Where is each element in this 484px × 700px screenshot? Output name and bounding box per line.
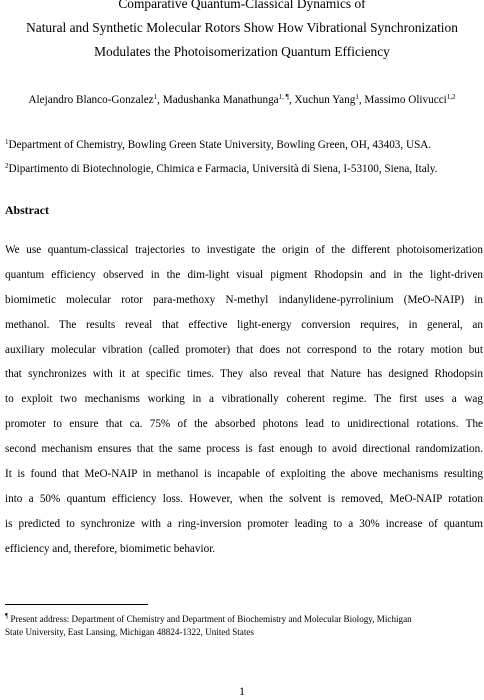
affiliation-number: 2 bbox=[5, 162, 9, 170]
abstract-line: auxiliary molecular vibration (called promoter) that does not correspond to the rotary motion but bbox=[5, 343, 483, 356]
affiliation-1 bbox=[5, 138, 431, 152]
footnote-separator bbox=[5, 604, 148, 605]
footnote-line bbox=[5, 613, 481, 626]
author-name: Alejandro Blanco-Gonzalez bbox=[28, 94, 154, 106]
title-line-1: Comparative Quantum-Classical Dynamics of bbox=[118, 0, 366, 11]
abstract-line: methanol. The results reveal that effective light-energy conversion requires, in general, an bbox=[5, 318, 483, 331]
title-line-3: Modulates the Photoisomerization Quantum Efficiency bbox=[94, 44, 390, 59]
footnote-line: State University, East Lansing, Michigan 48824-1322, United States bbox=[5, 626, 254, 637]
abstract-line: to exploit two mechanisms working in a vibrationally coherent regime. The first uses a wag bbox=[5, 393, 483, 406]
affiliation-text: Department of Chemistry, Bowling Green State University, Bowling Green, OH, 43403, USA. bbox=[8, 139, 432, 151]
abstract-heading: Abstract bbox=[5, 203, 49, 217]
author-list bbox=[0, 93, 484, 107]
affiliation-text: Dipartimento di Biotechnologie, Chimica e Farmacia, Università di Siena, I-53100, Siena, Italy. bbox=[8, 163, 438, 175]
abstract-line: We use quantum-classical trajectories to investigate the origin of the different photoisomerization bbox=[5, 244, 483, 256]
author-separator: , bbox=[358, 94, 365, 106]
title-line-2: Natural and Synthetic Molecular Rotors Show How Vibrational Synchronization bbox=[26, 20, 458, 35]
author-separator: , bbox=[288, 94, 295, 106]
abstract-line: biomimetic molecular rotor para-methoxy N-methyl indanylidene-pyrrolinium (MeO-NAIP) in bbox=[5, 293, 483, 306]
abstract-line: It is found that MeO-NAIP in methanol is incapable of exploiting the above mechanisms resulting bbox=[5, 468, 483, 481]
abstract-line: quantum efficiency observed in the dim-light visual pigment Rhodopsin and in the light-driven bbox=[5, 268, 483, 281]
author-affiliation-mark: 1 bbox=[153, 93, 158, 101]
author-name: Xuchun Yang bbox=[294, 94, 356, 106]
footnote bbox=[5, 613, 481, 638]
author-name: Madushanka Manathunga bbox=[162, 94, 279, 106]
author-affiliation-mark: 1 bbox=[355, 93, 359, 101]
page-number: 1 bbox=[239, 684, 245, 698]
abstract-line: is predicted to synchronize with a ring-inversion promoter leading to a 30% increase of quantum bbox=[5, 517, 483, 530]
abstract-line: efficiency and, therefore, biomimetic behavior. bbox=[5, 542, 216, 555]
author-affiliation-mark: 1, ¶ bbox=[278, 93, 289, 101]
abstract-line: that synchronizes with it at specific times. They also reveal that Nature has designed Rhodopsin bbox=[5, 368, 483, 381]
author-name: Massimo Olivucci bbox=[364, 94, 447, 106]
affiliation-number: 1 bbox=[5, 138, 9, 146]
footnote-mark: ¶ bbox=[5, 612, 9, 620]
abstract-body bbox=[5, 238, 483, 562]
author-affiliation-mark: 1,2 bbox=[446, 93, 456, 101]
author-separator: , bbox=[157, 94, 163, 106]
affiliation-2 bbox=[5, 162, 437, 176]
footnote-text: Present address: Department of Chemistry and Department of Biochemistry and Molecular Biology, Michigan bbox=[8, 614, 412, 624]
abstract-line: into a 50% quantum efficiency loss. However, when the solvent is removed, MeO-NAIP rotation bbox=[5, 492, 483, 505]
abstract-line: promoter to ensure that ca. 75% of the absorbed photons lead to unidirectional rotations. The bbox=[5, 418, 483, 431]
abstract-line: second mechanism ensures that the same process is fast enough to avoid directional randomization. bbox=[5, 443, 483, 456]
